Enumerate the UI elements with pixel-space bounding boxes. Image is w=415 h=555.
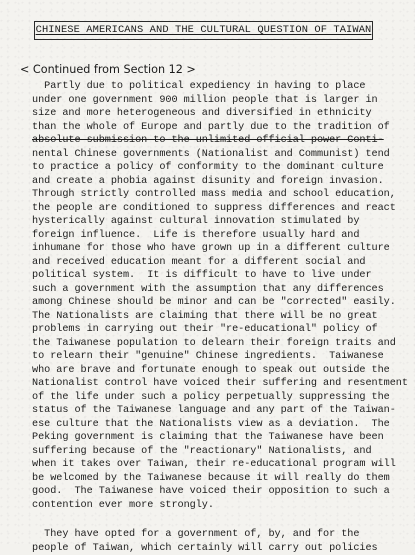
- text-line: under one government 900 million people that is larger in: [32, 94, 415, 108]
- text-line: people of Taiwan, which certainly will carry out policies: [32, 542, 415, 555]
- paragraph-gap: [32, 512, 415, 528]
- text-line: such a government with the assumption that any differences: [32, 283, 415, 297]
- article-body: [32, 80, 415, 555]
- text-line: among Chinese should be minor and can be "corrected" easily.: [32, 296, 415, 310]
- text-line: suffering because of the "reactionary" Nationalists, and: [32, 445, 415, 459]
- text-line: inhumane for those who have grown up in a different culture: [32, 242, 415, 256]
- page-title: CHINESE AMERICANS AND THE CULTURAL QUESTION OF TAIWAN: [34, 21, 373, 40]
- text-line: hysterically against cultural innovation stimulated by: [32, 215, 415, 229]
- text-line: and create a phobia against disunity and foreign invasion.: [32, 175, 415, 189]
- text-line: the people are conditioned to suppress differences and react: [32, 202, 415, 216]
- text-line: be welcomed by the Taiwanese because it will really do them: [32, 472, 415, 486]
- text-line: who are brave and fortunate enough to speak out outside the: [32, 364, 415, 378]
- paragraph-1: [32, 80, 415, 512]
- text-line-struck: absolute submission to the unlimited official power Conti-: [32, 134, 415, 148]
- text-line: political system. It is difficult to have to live under: [32, 269, 415, 283]
- text-line: the Taiwanese population to delearn their foreign traits and: [32, 337, 415, 351]
- continued-from-note: < Continued from Section 12 >: [20, 63, 196, 77]
- text-line: to practice a policy of conformity to the dominant culture: [32, 161, 415, 175]
- text-line: The Nationalists are claiming that there will be no great: [32, 310, 415, 324]
- text-line: Nationalist control have voiced their suffering and resentment: [32, 377, 415, 391]
- text-line: ese culture that the Nationalists view as a deviation. The: [32, 418, 415, 432]
- text-line: They have opted for a government of, by, and for the: [32, 528, 415, 542]
- text-line: foreign influence. Life is therefore usually hard and: [32, 229, 415, 243]
- text-line: and received education meant for a different social and: [32, 256, 415, 270]
- text-line: Through strictly controlled mass media and school education,: [32, 188, 415, 202]
- text-line: size and more heterogeneous and diversified in ethnicity: [32, 107, 415, 121]
- text-line: than the whole of Europe and partly due to the tradition of: [32, 121, 415, 135]
- text-line: of the life under such a policy perpetually suppressing the: [32, 391, 415, 405]
- text-line: Partly due to political expediency in having to place: [32, 80, 415, 94]
- text-line: good. The Taiwanese have voiced their opposition to such a: [32, 485, 415, 499]
- text-line: problems in carrying out their "re-educational" policy of: [32, 323, 415, 337]
- paragraph-2: [32, 528, 415, 555]
- text-line: to relearn their "genuine" Chinese ingredients. Taiwanese: [32, 350, 415, 364]
- text-line: when it takes over Taiwan, their re-educational program will: [32, 458, 415, 472]
- text-line: nental Chinese governments (Nationalist and Communist) tend: [32, 148, 415, 162]
- text-line: status of the Taiwanese language and any part of the Taiwan-: [32, 404, 415, 418]
- text-line: Peking government is claiming that the Taiwanese have been: [32, 431, 415, 445]
- text-line: contention ever more strongly.: [32, 499, 415, 513]
